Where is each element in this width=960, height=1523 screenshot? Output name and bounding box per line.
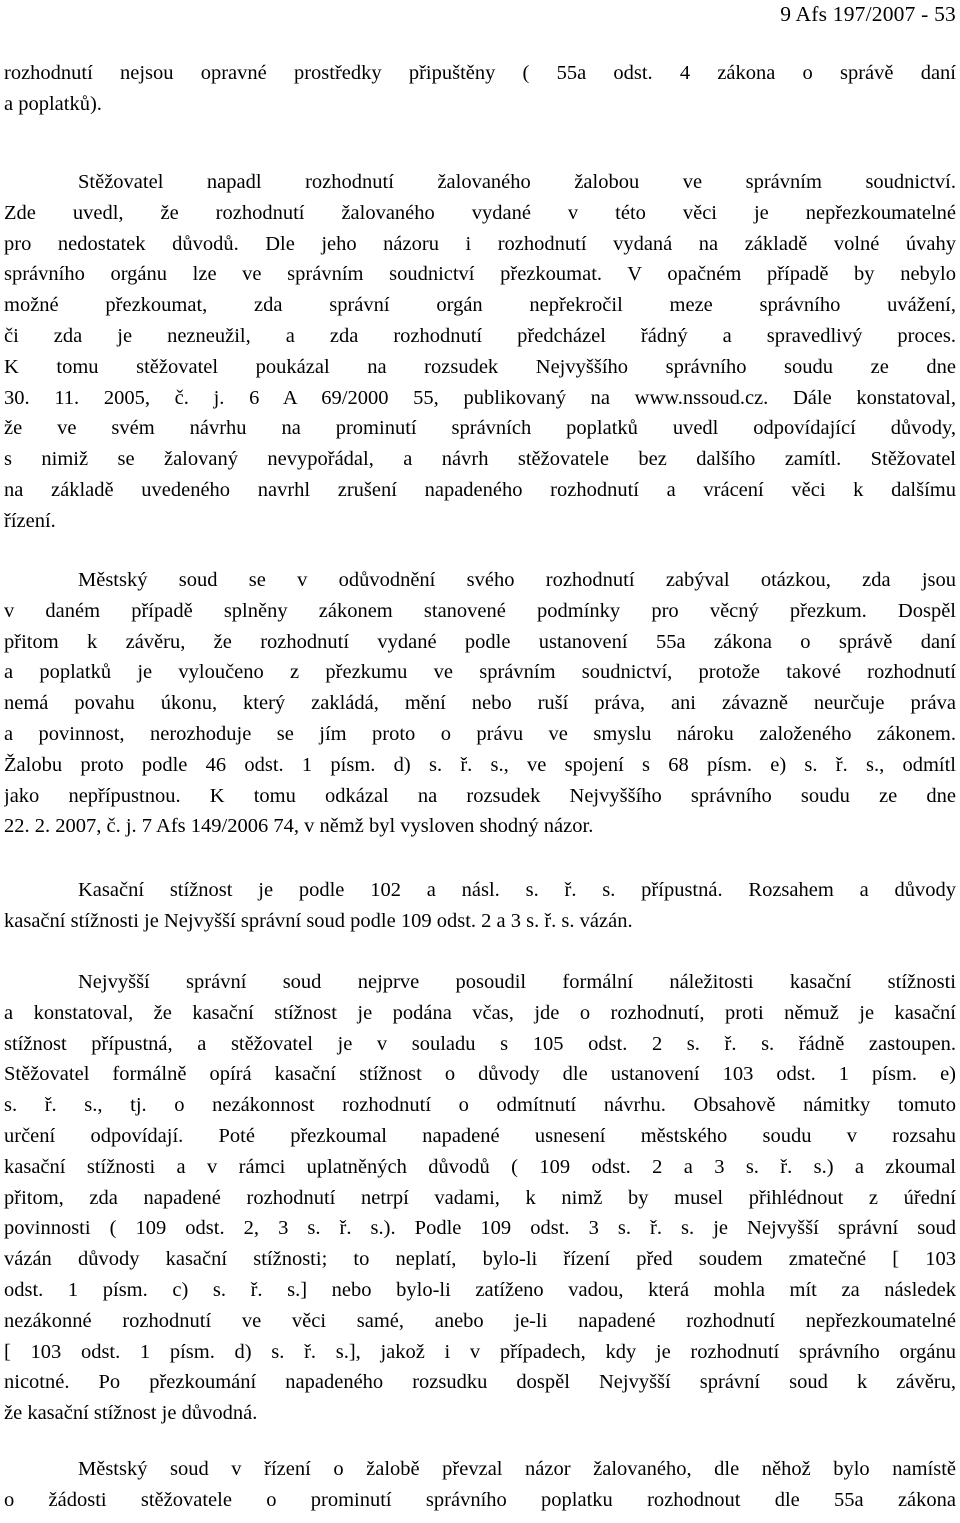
text-line: že ve svém návrhu na prominutí správních poplatků uvedl odpovídající důvody, (4, 417, 956, 440)
text-line: Městský soud se v odůvodnění svého rozhodnutí zabýval otázkou, zda jsou (78, 569, 956, 591)
text-line: a poplatků). (4, 92, 102, 115)
text-line: odst. 1 písm. c) s. ř. s.] nebo bylo-li zatíženo vadou, která mohla mít za následek (4, 1278, 956, 1301)
text-line: přitom k závěru, že rozhodnutí vydané podle ustanovení 55a zákona o správě daní (4, 630, 956, 653)
text-line: K tomu stěžovatel poukázal na rozsudek Nejvyššího správního soudu ze dne (4, 355, 956, 378)
text-line: 22. 2. 2007, č. j. 7 Afs 149/2006 74, v němž byl vysloven shodný názor. (4, 815, 594, 838)
text-line: na základě uvedeného navrhl zrušení napadeného rozhodnutí a vrácení věci k dalšímu (4, 478, 956, 501)
text-line: jako nepřípustnou. K tomu odkázal na rozsudek Nejvyššího správního soudu ze dne (4, 784, 956, 807)
paragraph-6 (4, 1454, 956, 1516)
text-line: kasační stížnosti a v rámci uplatněných důvodů ( 109 odst. 2 a 3 s. ř. s.) a zkoumal (4, 1155, 956, 1178)
text-line: [ 103 odst. 1 písm. d) s. ř. s.], jakož i v případech, kdy je rozhodnutí správního orgánu (4, 1340, 956, 1363)
text-line: Stěžovatel formálně opírá kasační stížnost o důvody dle ustanovení 103 odst. 1 písm. e) (4, 1063, 956, 1086)
paragraph-2 (4, 167, 956, 537)
text-line: pro nedostatek důvodů. Dle jeho názoru i rozhodnutí vydaná na základě volné úvahy (4, 232, 956, 255)
text-line: nicotné. Po přezkoumání napadeného rozsudku dospěl Nejvyšší správní soud k závěru, (4, 1371, 956, 1394)
text-line: možné přezkoumat, zda správní orgán nepřekročil meze správního uvážení, (4, 294, 956, 317)
text-line: stížnost přípustná, a stěžovatel je v souladu s 105 odst. 2 s. ř. s. řádně zastoupen. (4, 1032, 956, 1055)
text-line: v daném případě splněny zákonem stanovené podmínky pro věcný přezkum. Dospěl (4, 599, 956, 622)
text-line: řízení. (4, 509, 56, 532)
paragraph-4 (4, 875, 956, 937)
text-line: Zde uvedl, že rozhodnutí žalovaného vydané v této věci je nepřezkoumatelné (4, 201, 956, 224)
text-line: že kasační stížnost je důvodná. (4, 1402, 258, 1425)
text-line: rozhodnutí nejsou opravné prostředky připuštěny ( 55a odst. 4 zákona o správě daní (4, 62, 956, 84)
text-line: Nejvyšší správní soud nejprve posoudil formální náležitosti kasační stížnosti (78, 971, 956, 993)
text-line: nemá povahu úkonu, který zakládá, mění nebo ruší práva, ani závazně neurčuje práva (4, 692, 956, 715)
text-line: vázán důvody kasační stížnosti; to neplatí, bylo-li řízení před soudem zmatečné [ 103 (4, 1248, 956, 1271)
text-line: přitom, zda napadené rozhodnutí netrpí vadami, k nimž by musel přihlédnout z úřední (4, 1186, 956, 1209)
text-line: či zda je nezneužil, a zda rozhodnutí předcházel řádný a spravedlivý proces. (4, 324, 956, 347)
text-line: a povinnost, nerozhoduje se jím proto o právu ve smyslu nároku založeného zákonem. (4, 722, 956, 745)
paragraph-3 (4, 565, 956, 842)
text-line: Městský soud v řízení o žalobě převzal názor žalovaného, dle něhož bylo namístě (78, 1458, 956, 1480)
text-line: povinnosti ( 109 odst. 2, 3 s. ř. s.). Podle 109 odst. 3 s. ř. s. je Nejvyšší správní soud (4, 1217, 956, 1240)
text-line: Stěžovatel napadl rozhodnutí žalovaného žalobou ve správním soudnictví. (78, 171, 956, 193)
text-line: s. ř. s., tj. o nezákonnost rozhodnutí o odmítnutí návrhu. Obsahově námitky tomuto (4, 1094, 956, 1117)
text-line: a poplatků je vyloučeno z přezkumu ve správním soudnictví, protože takové rozhodnutí (4, 661, 956, 684)
text-line: 30. 11. 2005, č. j. 6 A 69/2000 55, publikovaný na www.nssoud.cz. Dále konstatoval, (4, 386, 956, 409)
text-line: a konstatoval, že kasační stížnost je podána včas, jde o rozhodnutí, proti němuž je kasační (4, 1001, 956, 1024)
text-line: určení odpovídají. Poté přezkoumal napadené usnesení městského soudu v rozsahu (4, 1124, 956, 1147)
text-line: Kasační stížnost je podle 102 a násl. s. ř. s. přípustná. Rozsahem a důvody (78, 879, 956, 901)
text-line: Žalobu proto podle 46 odst. 1 písm. d) s. ř. s., ve spojení s 68 písm. e) s. ř. s., odmítl (4, 753, 956, 776)
text-line: správního orgánu lze ve správním soudnictví přezkoumat. V opačném případě by nebylo (4, 263, 956, 286)
text-line: o žádosti stěžovatele o prominutí správního poplatku rozhodnout dle 55a zákona (4, 1488, 956, 1511)
text-line: s nimiž se žalovaný nevypořádal, a návrh stěžovatele bez dalšího zamítl. Stěžovatel (4, 448, 956, 471)
paragraph-5 (4, 967, 956, 1429)
paragraph-1 (4, 58, 956, 120)
case-reference-header: 9 Afs 197/2007 - 53 (780, 2, 956, 26)
text-line: kasační stížnosti je Nejvyšší správní soud podle 109 odst. 2 a 3 s. ř. s. vázán. (4, 909, 633, 932)
text-line: nezákonné rozhodnutí ve věci samé, anebo je-li napadené rozhodnutí nepřezkoumatelné (4, 1309, 956, 1332)
